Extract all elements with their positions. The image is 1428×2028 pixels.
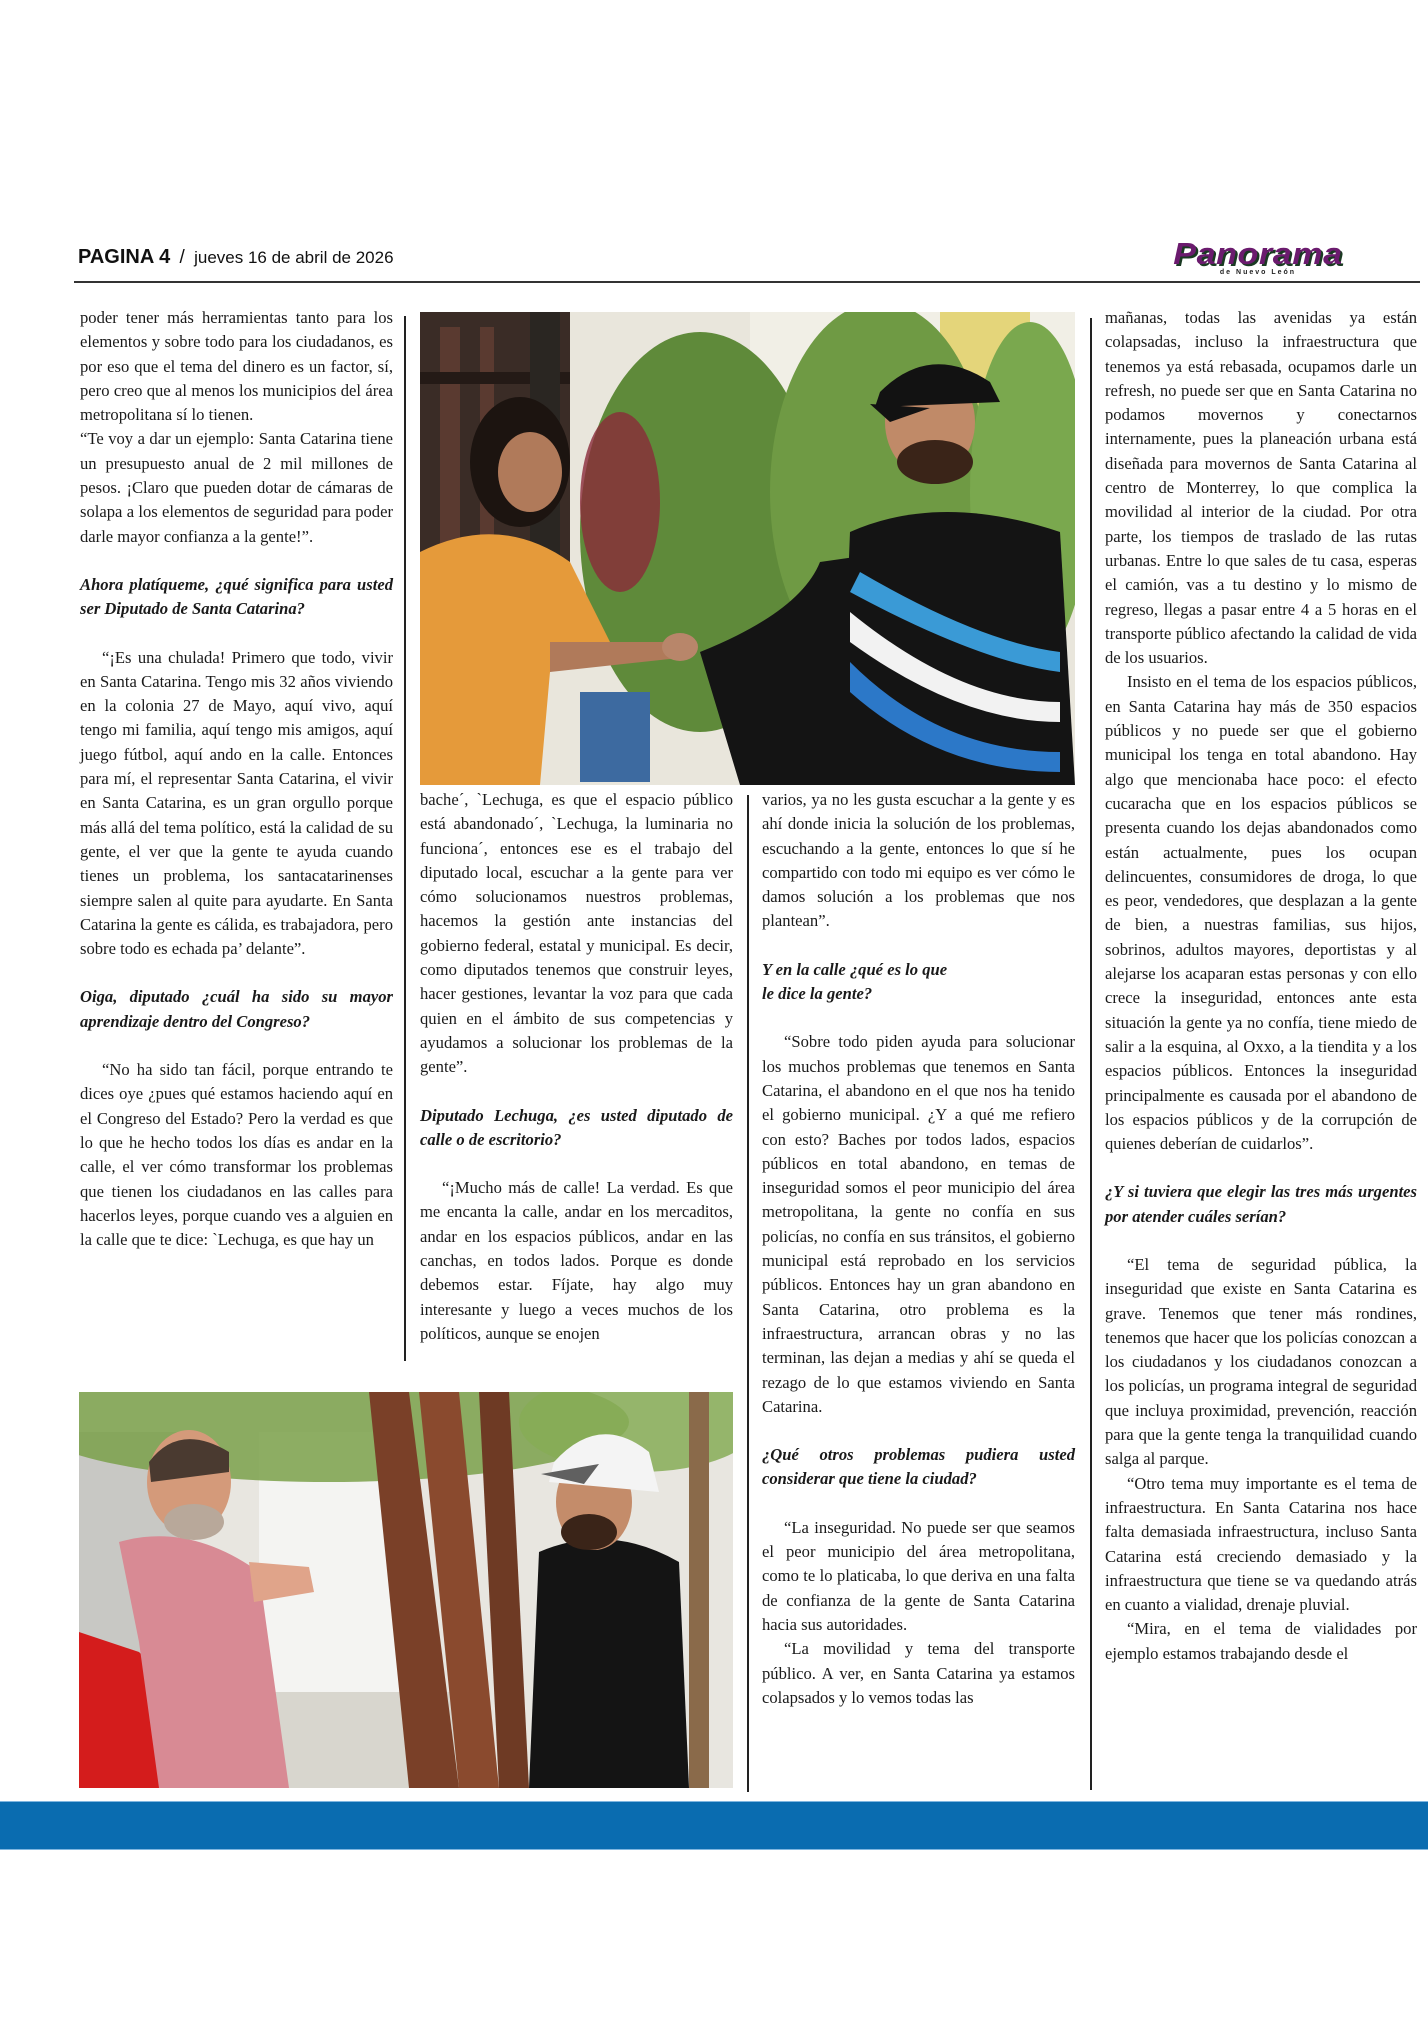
paragraph: varios, ya no les gusta escuchar a la gente y es ahí donde inicia la solución de los problemas, escuchando a la gente, entonces lo que sí he compartido con todo mi equipo es ver cómo le damos solución a los problemas que nos plantean”.: [762, 790, 1075, 931]
header-rule: [74, 281, 1420, 283]
photo-conversation: [79, 1392, 733, 1788]
interview-question: Ahora platíqueme, ¿qué significa para usted ser Diputado de Santa Catarina?: [80, 574, 393, 619]
panorama-logo: [1158, 236, 1358, 276]
column-divider: [1090, 318, 1092, 1790]
paragraph: bache´, `Lechuga, es que el espacio público está abandonado´, `Lechuga, la luminaria no funciona´, entonces ese es el trabajo del diputado local, escuchar a la gente para ver cómo solucionamos nuestros problemas, hacemos la gestión ante instancias del gobierno federal, estatal y municipal. Es decir, como diputados tenemos que construir leyes, hacer gestiones, levantar la voz para que cada quien en el ámbito de sus competencias y ayudamos a solucionar los problemas de la gente”.: [420, 790, 733, 1077]
page-number: PAGINA 4: [78, 246, 171, 268]
column-3: [762, 788, 1075, 1710]
paragraph: “Otro tema muy importante es el tema de infraestructura. En Santa Catarina nos hace falta demasiada infraestructura, incluso Santa Catarina está creciendo demasiado y la infraestructura que tiene se va quedando atrás en cuanto a vialidad, drenaje pluvial.: [1105, 1473, 1417, 1615]
column-2: [420, 788, 733, 1346]
column-divider: [404, 316, 406, 1361]
paragraph: “La movilidad y tema del transporte público. A ver, en Santa Catarina ya estamos colapsados y lo vemos todas las: [762, 1639, 1075, 1707]
column-1: [80, 306, 393, 1252]
handshake-photo-image: [420, 312, 1075, 785]
paragraph: “Sobre todo piden ayuda para solucionar los muchos problemas que tenemos en Santa Catarina, el abandono en el que nos ha tenido el gobierno municipal. ¿Y a qué me refiero con esto? Baches por todos lados, espacios públicos en total abandono, en temas de inseguridad somos el peor municipio del área metropolitana, la gente no confía en sus policías, no confía en sus tránsitos, el gobierno municipal está reprobado en los servicios públicos. Entonces hay un gran abandono en Santa Catarina, otro problema es la infraestructura, arrancan obras y no las terminan, las dejan a medias y ahí se queda el rezago de lo que estamos viviendo en Santa Catarina.: [762, 1032, 1075, 1416]
issue-date: jueves 16 de abril de 2026: [194, 248, 394, 267]
conversation-photo-image: [79, 1392, 733, 1788]
paragraph: mañanas, todas las avenidas ya están colapsadas, incluso la infraestructura que tenemos ya está rebasada, ocupamos darle un refresh, no puede ser que en Santa Catarina no podamos movernos y conectarnos internamente, pues la planeación urbana está diseñada para movernos de Santa Catarina al centro de Monterrey, lo que complica la movilidad al interior de la ciudad. Por otra parte, los tiempos de traslado de las rutas urbanas. Entre lo que sales de tu casa, esperas el camión, vas a tu destino y lo mismo de regreso, llegas a pasar entre 4 a 5 horas en el transporte público afectando la calidad de vida de los usuarios.: [1105, 308, 1417, 668]
logo-subtitle: de Nuevo León: [1219, 269, 1297, 276]
column-4: [1105, 306, 1417, 1666]
paragraph: Insisto en el tema de los espacios públicos, en Santa Catarina hay más de 350 espacios públicos y no puede ser que el gobierno municipal los tenga en total abandono. Hay algo que mencionaba hace poco: el efecto cucaracha que en los espacios públicos se presenta cuando los dejas abandonados como están actualmente, pues los ocupan delincuentes, consumidores de droga, lo que es peor, vendedores, que desplazan a la gente de bien, a nuestras familias, sus hijos, sobrinos, adultos mayores, deportistas y al alejarse los acaparan estas personas y con ello crece la inseguridad, entonces ante esta situación la gente ya no confía, tiene miedo de salir a la esquina, al Oxxo, a la tiendita y a los espacios públicos. Entonces la inseguridad principalmente es causada por el abandono de los espacios públicos y de la corrupción de quienes deberían de cuidarlos”.: [1105, 672, 1417, 1154]
paragraph: “¡Mucho más de calle! La verdad. Es que me encanta la calle, andar en los mercaditos, andar en los espacios públicos, andar en las canchas, en todos lados. Porque es donde debemos estar. Fíjate, hay algo muy interesante y luego a veces muchos de los políticos, aunque se enojen: [420, 1178, 733, 1343]
interview-question: ¿Qué otros problemas pudiera usted considerar que tiene la ciudad?: [762, 1445, 1075, 1489]
paragraph: “No ha sido tan fácil, porque entrando te dices oye ¿pues qué estamos haciendo aquí en el Congreso del Estado? Pero la verdad es que lo que he hecho todos los días es andar en la calle, el ver cómo transformar los problemas que tienen los ciudadanos en las calles para hacerlos leyes, porque cuando ves a alguien en la calle que te dice: `Lechuga, es que hay un: [80, 1060, 393, 1250]
column-divider: [747, 1362, 749, 1792]
page-header: [78, 236, 1418, 280]
interview-question: Oiga, diputado ¿cuál ha sido su mayor aprendizaje dentro del Congreso?: [80, 987, 393, 1031]
paragraph: “Mira, en el tema de vialidades por ejemplo estamos trabajando desde el: [1105, 1619, 1417, 1663]
paragraph: “¡Es una chulada! Primero que todo, vivir en Santa Catarina. Tengo mis 32 años viviendo en la colonia 27 de Mayo, aquí vivo, aquí tengo mi familia, aquí tengo mis amigos, aquí juego fútbol, aquí ando en la calle. Entonces para mí, el representar Santa Catarina, el vivir en Santa Catarina, es un gran orgullo porque más allá del tema político, está la calidad de su gente, el ver que la gente te ayuda cuando tienes un problema, los santacatarinenses siempre salen al quite para ayudarte. En Santa Catarina la gente es cálida, es trabajadora, pero sobre todo es echada pa’ delante”.: [80, 647, 393, 959]
paragraph: poder tener más herramientas tanto para los elementos y sobre todo para los ciudadanos, es por eso que el tema del dinero es un factor, sí, pero creo que al menos los municipios del área metropolitana sí lo tienen.: [80, 308, 393, 425]
logo-wordmark: Panorama: [1173, 236, 1343, 271]
interview-question: ¿Y si tuviera que elegir las tres más urgentes por atender cuáles serían?: [1105, 1182, 1417, 1226]
page-label: [78, 246, 394, 269]
column-divider: [747, 795, 749, 1362]
interview-question: Diputado Lechuga, ¿es usted diputado de calle o de escritorio?: [420, 1105, 733, 1149]
question-line: le dice la gente?: [762, 984, 873, 1004]
footer-color-band: [0, 1801, 1428, 1850]
separator: /: [179, 247, 185, 268]
question-line: Y en la calle ¿qué es lo que: [762, 959, 948, 979]
paragraph: “El tema de seguridad pública, la inseguridad que existe en Santa Catarina es grave. Tenemos que tener más rondines, tenemos que hacer que los policías conozcan a los ciudadanos y los ciudadanos conozcan a los policías, un programa integral de seguridad que incluya proximidad, prevención, reacción para que la gente tenga la tranquilidad cuando salga al parque.: [1105, 1254, 1417, 1469]
photo-handshake: [420, 312, 1075, 785]
paragraph: “La inseguridad. No puede ser que seamos el peor municipio del área metropolitana, como te lo platicaba, lo que deriva en una falta de confianza de la gente de Santa Catarina hacia sus autoridades.: [762, 1517, 1075, 1634]
interview-question: [762, 958, 1075, 1007]
paragraph: “Te voy a dar un ejemplo: Santa Catarina tiene un presupuesto anual de 2 mil millones de pesos. ¡Claro que pueden dotar de cámaras de solapa a los elementos de seguridad para poder darle mayor confianza a la gente!”.: [80, 429, 393, 546]
